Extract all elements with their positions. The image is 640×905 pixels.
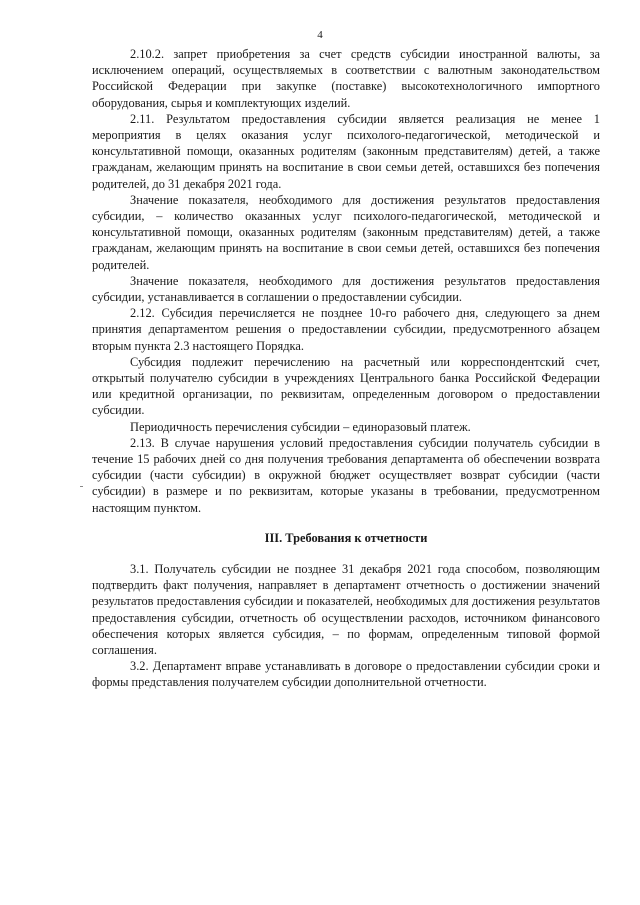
paragraph-2-13: 2.13. В случае нарушения условий предоставления субсидии получатель субсидии в течение 15 рабочих дней со дня получения требования департамента об обеспечении возврата субсидии (части субсидии) в окружной бюджет осуществляет возврат субсидии (части субсидии) в размере и по реквизитам, которые указаны в требовании, предусмотренном настоящим пунктом. <box>92 435 600 515</box>
page-number: 4 <box>317 29 323 41</box>
paragraph-2-12: 2.12. Субсидия перечисляется не позднее 10-го рабочего дня, следующего за днем принятия департаментом решения о предоставлении субсидии, предусмотренного абзацем вторым пункта 2.3 настоящего Порядка. <box>92 306 600 353</box>
paragraph-transfer-account: Субсидия подлежит перечислению на расчетный или корреспондентский счет, открытый получателю субсидии в учреждениях Центрального банка Российской Федерации или кредитной организации, по реквизитам, определенным договором о предоставлении субсидии. <box>92 354 600 418</box>
paragraph-3-2: 3.2. Департамент вправе устанавливать в договоре о предоставлении субсидии сроки и формы представления получателем субсидии дополнительной отчетности. <box>92 659 600 690</box>
document-body <box>92 46 600 691</box>
paragraph-indicator-agreement: Значение показателя, необходимого для достижения результатов предоставления субсидии, устанавливается в соглашении о предоставлении субсидии. <box>92 273 600 305</box>
paragraph-3-1: 3.1. Получатель субсидии не позднее 31 декабря 2021 года способом, позволяющим подтвердить факт получения, направляет в департамент отчетность о достижении значений результатов предоставления субсидии и показателей, необходимых для достижения результатов предоставления субсидии, отчетность об осуществлении расходов, источником финансового обеспечения которых является субсидия, – по формам, определенным типовой формой соглашения. <box>92 561 600 657</box>
paragraph-transfer-frequency: Периодичность перечисления субсидии – единоразовый платеж. <box>130 419 471 434</box>
paragraph-2-11: 2.11. Результатом предоставления субсидии является реализация не менее 1 мероприятия в целях оказания услуг психолого-педагогической, методической и консультативной помощи, оказанных родителям (законным представителям) детей, а также гражданам, желающим принять на воспитание в свои семьи детей, оставшихся без попечения родителей, до 31 декабря 2021 года. <box>92 111 600 191</box>
paragraph-indicator-value: Значение показателя, необходимого для достижения результатов предоставления субсидии, – количество оказанных услуг психолого-педагогической, методической и консультативной помощи, оказанных родителям (законным представителям) детей, а также гражданам, желающим принять на воспитание в свои семьи детей, оставшихся без попечения родителей. <box>92 192 600 272</box>
paragraph-2-10-2: 2.10.2. запрет приобретения за счет средств субсидии иностранной валюты, за исключением операций, осуществляемых в соответствии с валютным законодательством Российской Федерации при закупке (поставке) высокотехнологичного импортного оборудования, сырья и комплектующих изделий. <box>92 47 600 110</box>
section-heading-reporting: III. Требования к отчетности <box>264 530 428 545</box>
margin-mark <box>80 486 83 487</box>
